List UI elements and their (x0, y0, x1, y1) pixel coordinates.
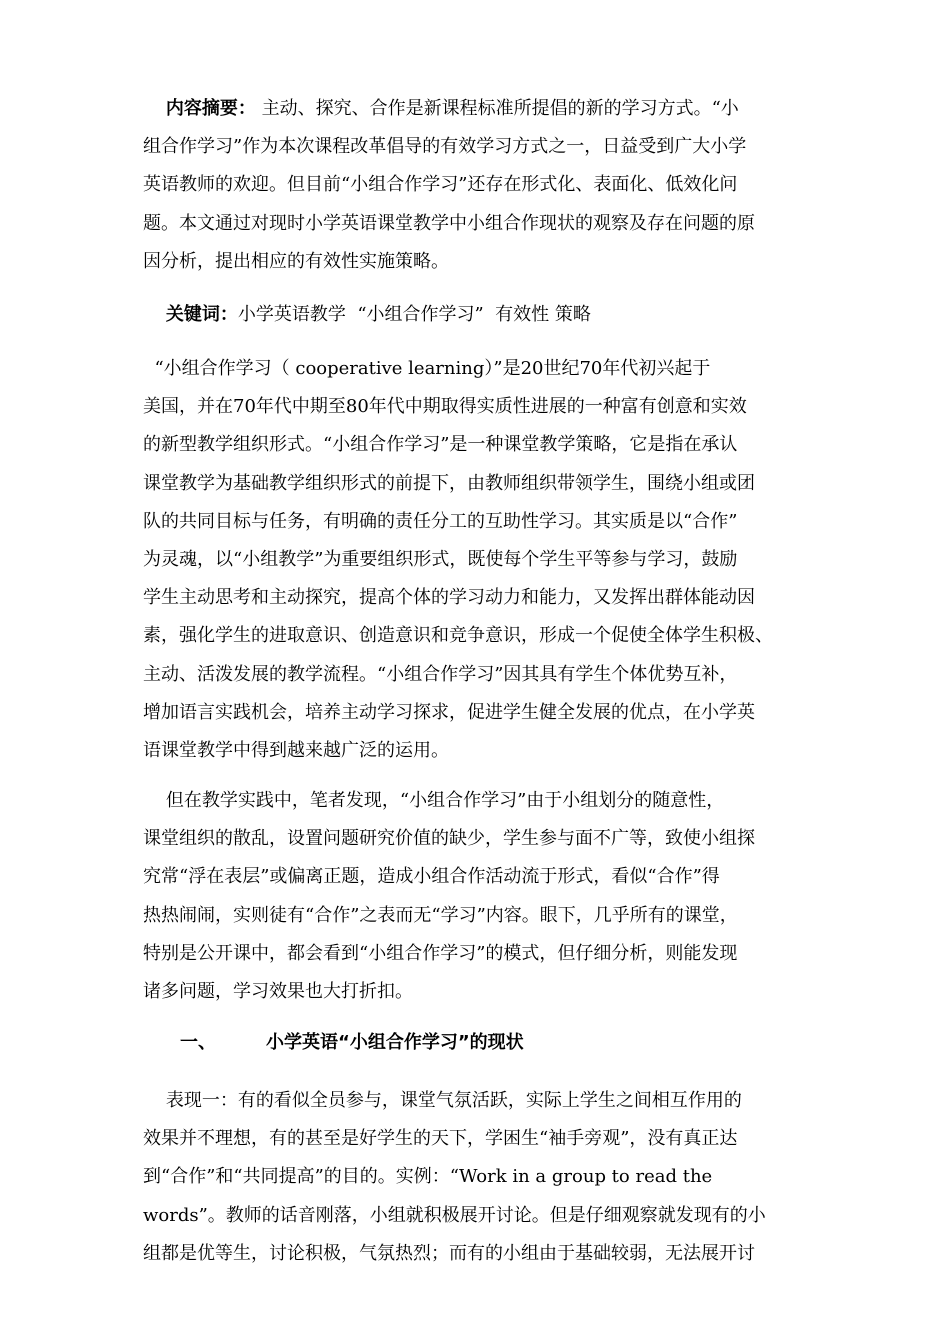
keywords-line (143, 296, 807, 334)
body-paragraph-2 (143, 782, 807, 1011)
intro-paragraph (143, 350, 807, 770)
section-heading (180, 1024, 524, 1062)
abstract-label: 内容摘要： (165, 98, 256, 119)
intro-line: “小组合作学习（ cooperative learning）”是20世纪70年代初兴起于 (143, 358, 711, 379)
paragraph-line: 到“合作”和“共同提高”的目的。实例：“Work in a group to read the (143, 1166, 713, 1188)
paragraph-line: 效果并不理想，有的甚至是好学生的天下，学困生“袖手旁观”，没有真正达 (143, 1128, 738, 1150)
intro-line: 课堂教学为基础教学组织形式的前提下，由教师组织带领学生，围绕小组或团 (143, 472, 755, 494)
intro-line: 增加语言实践机会，培养主动学习探求，促进学生健全发展的优点，在小学英 (143, 701, 755, 723)
intro-line: 学生主动思考和主动探究，提高个体的学习动力和能力，又发挥出群体能动因 (143, 587, 755, 609)
paragraph-line: 诸多问题，学习效果也大打折扣。 (143, 980, 413, 1002)
intro-line: 的新型教学组织形式。“小组合作学习”是一种课堂教学策略，它是指在承认 (143, 434, 738, 456)
abstract-line: 组合作学习”作为本次课程改革倡导的有效学习方式之一，日益受到广大小学 (143, 136, 747, 158)
paragraph-line: 热热闹闹，实则徒有“合作”之表而无“学习”内容。眼下，几乎所有的课堂， (143, 904, 738, 926)
intro-line: 主动、活泼发展的教学流程。“小组合作学习”因其具有学生个体优势互补， (143, 663, 738, 685)
paragraph-line: words”。教师的话音刚落，小组就积极展开讨论。但是仔细观察就发现有的小 (143, 1204, 766, 1226)
intro-line: 素，强化学生的进取意识、创造意识和竞争意识，形成一个促使全体学生积极、 (143, 625, 773, 647)
paragraph-line: 但在教学实践中，笔者发现，“小组合作学习”由于小组划分的随意性， (143, 790, 725, 811)
intro-line: 美国，并在70年代中期至80年代中期取得实质性进展的一种富有创意和实效 (143, 396, 747, 418)
abstract-line: 题。本文通过对现时小学英语课堂教学中小组合作现状的观察及存在问题的原 (143, 212, 755, 234)
intro-line: 语课堂教学中得到越来越广泛的运用。 (143, 739, 449, 761)
paragraph-line: 特别是公开课中，都会看到“小组合作学习”的模式，但仔细分析，则能发现 (143, 942, 738, 964)
section-title: 小学英语“小组合作学习”的现状 (266, 1032, 524, 1053)
abstract-line: 因分析，提出相应的有效性实施策略。 (143, 250, 449, 272)
paragraph-line: 课堂组织的散乱，设置问题研究价值的缺少，学生参与面不广等，致使小组探 (143, 828, 755, 850)
keywords-paragraph (143, 296, 807, 334)
intro-line: 为灵魂，以“小组教学”为重要组织形式，既使每个学生平等参与学习，鼓励 (143, 548, 738, 570)
intro-line: 队的共同目标与任务，有明确的责任分工的互助性学习。其实质是以“合作” (143, 510, 738, 532)
paragraph-line: 究常“浮在表层”或偏离正题，造成小组合作活动流于形式，看似“合作”得 (143, 866, 720, 888)
section-number: 一、 (180, 1032, 216, 1053)
abstract-line: 英语教师的欢迎。但目前“小组合作学习”还存在形式化、表面化、低效化问 (143, 174, 738, 196)
paragraph-line: 组都是优等生，讨论积极，气氛热烈；而有的小组由于基础较弱，无法展开讨 (143, 1242, 755, 1264)
abstract-paragraph (143, 90, 807, 281)
keywords-label: 关键词： (165, 304, 238, 325)
paragraph-line: 表现一：有的看似全员参与，课堂气氛活跃，实际上学生之间相互作用的 (143, 1090, 742, 1111)
body-paragraph-3 (143, 1082, 807, 1273)
keywords-text: 小学英语教学 “小组合作学习” 有效性 策略 (237, 304, 591, 325)
abstract-line: 内容摘要： 主动、探究、合作是新课程标准所提倡的新的学习方式。“小 (165, 98, 739, 119)
